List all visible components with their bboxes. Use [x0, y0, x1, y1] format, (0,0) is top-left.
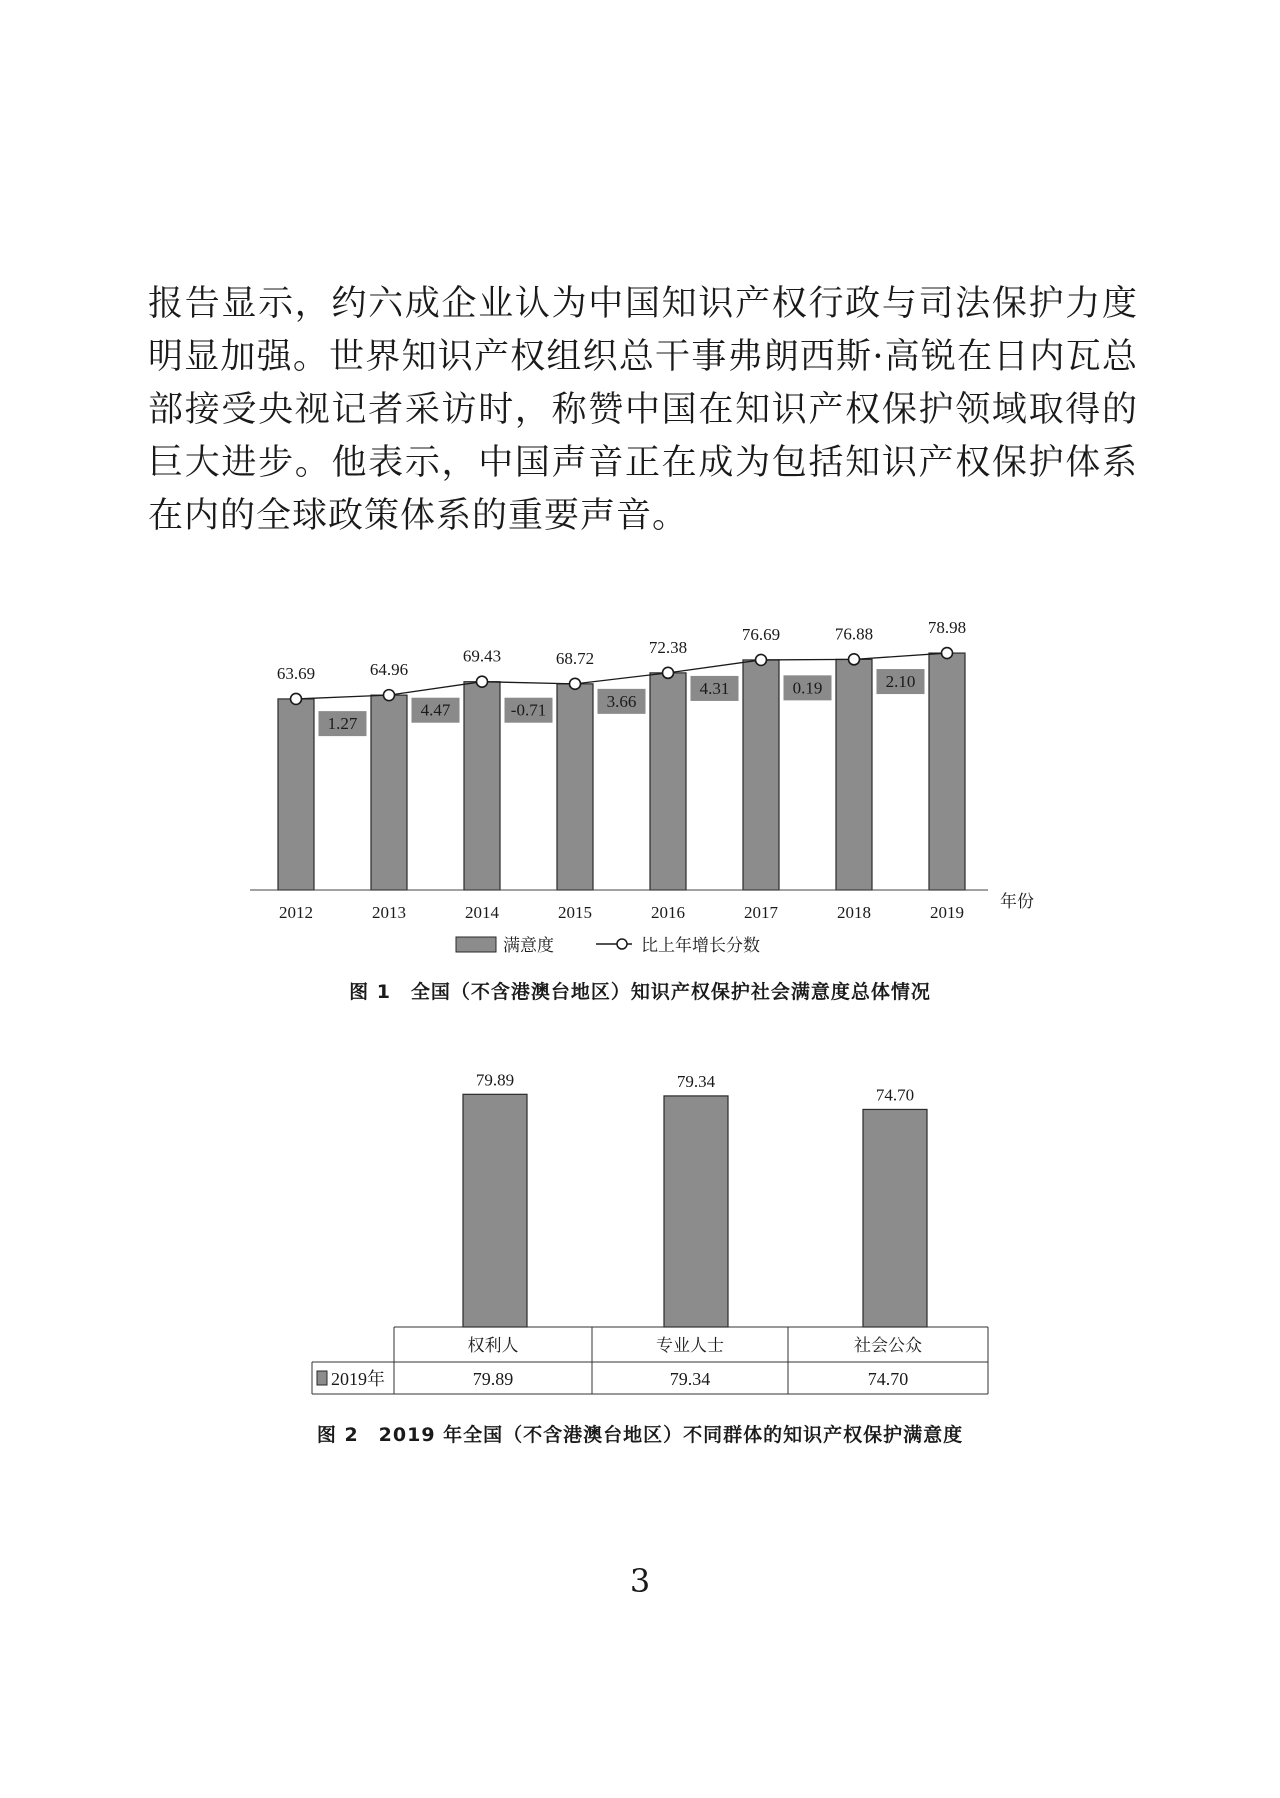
bar-2016	[650, 673, 686, 890]
table-row-label: 2019年	[331, 1369, 385, 1389]
x-tick-label: 2019	[930, 903, 964, 922]
increment-label: 2.10	[885, 672, 916, 692]
bar-value-label: 76.88	[834, 624, 874, 644]
x-tick-label: 2016	[651, 903, 685, 922]
bar-2019	[929, 653, 965, 890]
figure-2-chart	[0, 1030, 1280, 1410]
bar-value-label: 63.69	[276, 663, 316, 683]
legend-line-label: 比上年增长分数	[641, 936, 760, 956]
bar-value-label: 79.34	[676, 1071, 716, 1091]
table-header-cell: 权利人	[467, 1336, 519, 1356]
bar-value-label: 69.43	[462, 646, 502, 666]
bar-value-label: 74.70	[875, 1085, 915, 1105]
bar-2012	[278, 699, 314, 890]
bar-value-label: 68.72	[555, 648, 595, 668]
table-value-cell: 74.70	[867, 1369, 909, 1389]
x-tick-label: 2013	[372, 903, 406, 922]
increment-label: -0.71	[510, 700, 547, 720]
trend-marker-2017	[756, 654, 767, 665]
increment-label: 0.19	[792, 678, 823, 698]
x-tick-label: 2017	[744, 903, 778, 922]
body-paragraph: 报告显示，约六成企业认为中国知识产权行政与司法保护力度明显加强。世界知识产权组织总干事弗朗西斯·高锐在日内瓦总部接受央视记者采访时，称赞中国在知识产权保护领域取得的巨大进步。他表示，中国声音正在成为包括知识产权保护体系在内的全球政策体系的重要声音。	[148, 284, 1138, 536]
trend-marker-2014	[477, 676, 488, 687]
trend-marker-2015	[570, 678, 581, 689]
increment-label: 3.66	[606, 691, 637, 711]
increment-label: 1.27	[327, 714, 358, 734]
legend-bar-label: 满意度	[503, 936, 554, 956]
table-value-cell: 79.89	[472, 1369, 514, 1389]
bar-2017	[743, 660, 779, 890]
bar-2013	[371, 695, 407, 890]
increment-label: 4.31	[699, 678, 730, 698]
bar-专业人士	[664, 1096, 728, 1327]
trend-marker-2019	[942, 648, 953, 659]
legend-line-marker	[617, 939, 627, 949]
figure-1-chart	[0, 590, 1280, 970]
legend-bar-swatch	[456, 937, 496, 952]
bar-value-label: 79.89	[475, 1070, 515, 1090]
bar-value-label: 78.98	[927, 618, 967, 638]
bar-2014	[464, 682, 500, 890]
bar-value-label: 76.69	[741, 624, 781, 644]
page-number: 3	[629, 1562, 651, 1600]
x-tick-label: 2015	[558, 903, 592, 922]
figure-2-caption: 图 2 2019 年全国（不含港澳台地区）不同群体的知识产权保护满意度	[316, 1424, 964, 1446]
table-value-cell: 79.34	[669, 1369, 711, 1389]
increment-label: 4.47	[420, 700, 451, 720]
trend-marker-2018	[849, 654, 860, 665]
bar-权利人	[463, 1094, 527, 1327]
x-tick-label: 2018	[837, 903, 871, 922]
x-axis-title: 年份	[1000, 892, 1034, 912]
trend-marker-2012	[291, 693, 302, 704]
bar-value-label: 64.96	[369, 660, 409, 680]
trend-marker-2013	[384, 690, 395, 701]
table-legend-swatch	[317, 1371, 327, 1385]
bar-社会公众	[863, 1109, 927, 1327]
table-header-cell: 专业人士	[656, 1336, 724, 1356]
bar-2018	[836, 659, 872, 890]
table-header-cell: 社会公众	[854, 1336, 922, 1356]
x-tick-label: 2014	[465, 903, 499, 922]
bar-value-label: 72.38	[648, 637, 688, 657]
x-tick-label: 2012	[279, 903, 313, 922]
figure-1-caption: 图 1 全国（不含港澳台地区）知识产权保护社会满意度总体情况	[349, 981, 931, 1003]
bar-2015	[557, 684, 593, 890]
trend-marker-2016	[663, 667, 674, 678]
